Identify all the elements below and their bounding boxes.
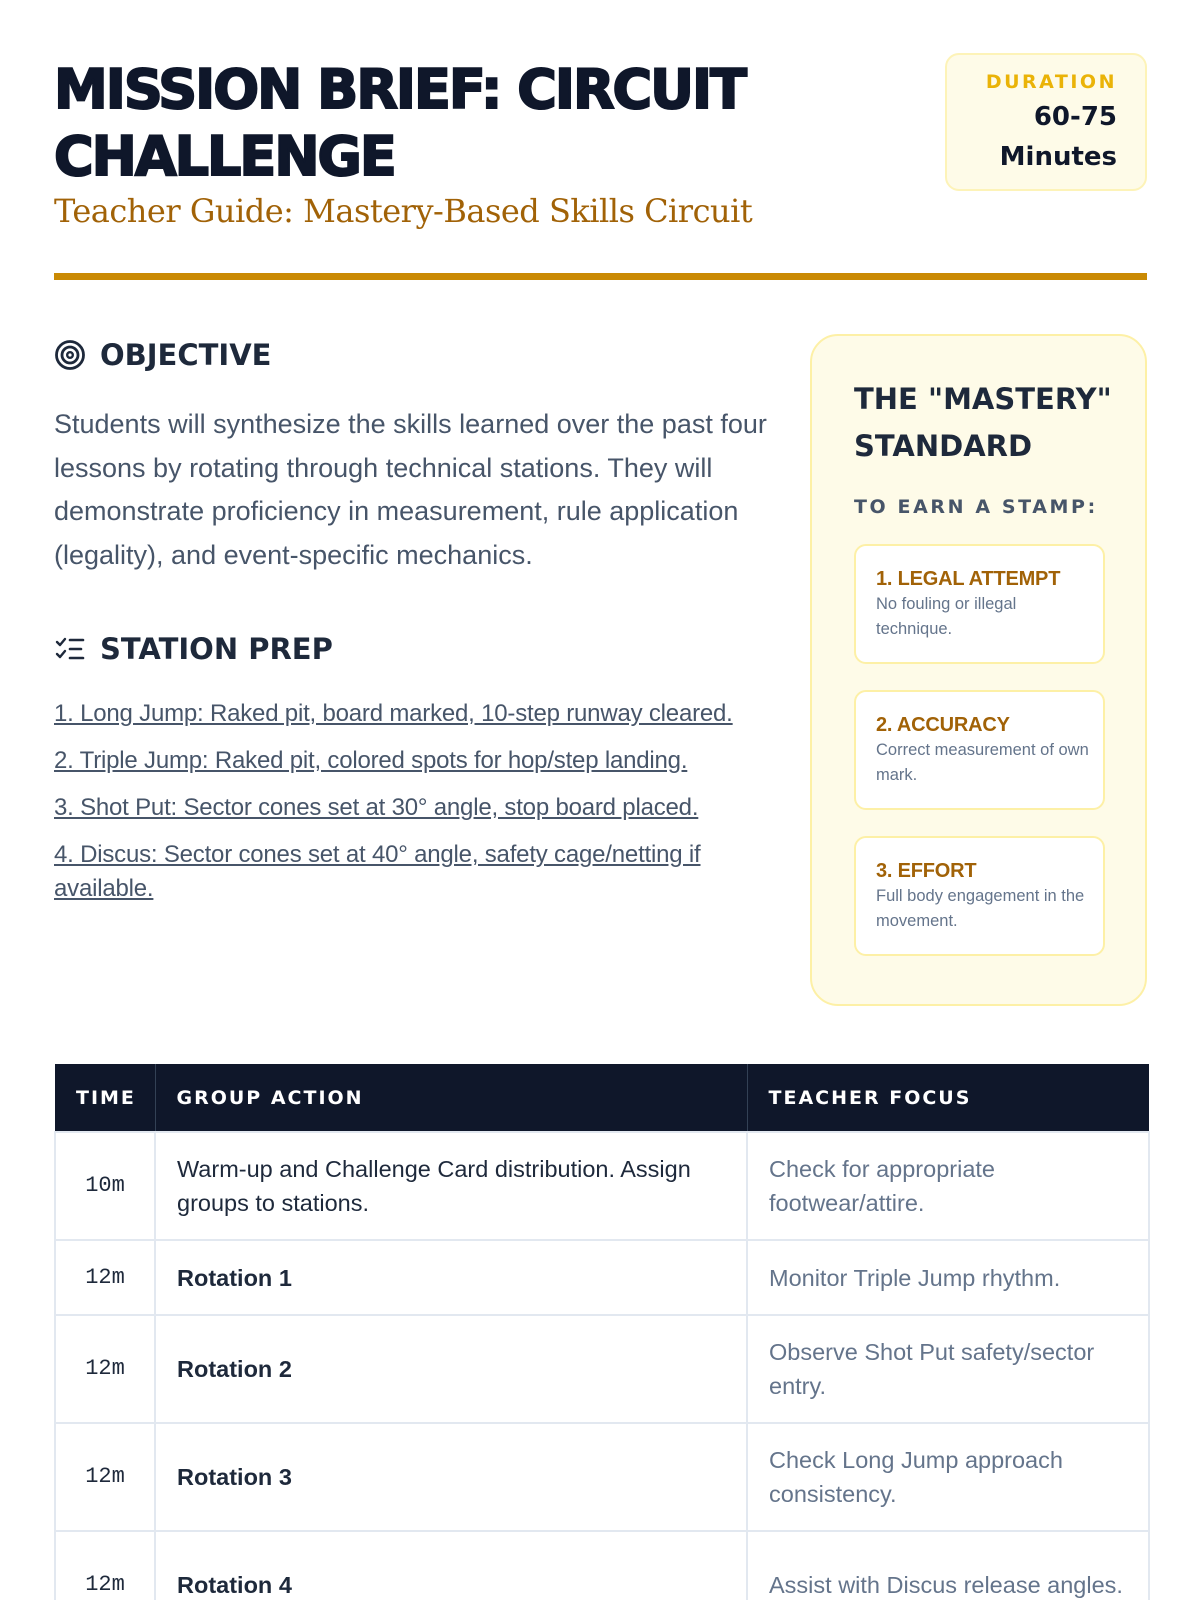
prep-item — [54, 791, 794, 825]
page-title: MISSION BRIEF: CIRCUIT CHALLENGE — [54, 58, 745, 188]
cell-time: 12m — [55, 1423, 155, 1531]
duration-label: DURATION — [985, 71, 1117, 93]
cell-time: 12m — [55, 1531, 155, 1600]
mission-brief-page — [54, 0, 1147, 1598]
cell-time: 12m — [55, 1315, 155, 1423]
station-prep-list — [54, 697, 794, 906]
duration-unit: Minutes — [999, 142, 1117, 172]
page-subtitle: Teacher Guide: Mastery-Based Skills Circuit — [54, 192, 753, 230]
column-header-teacher-focus: TEACHER FOCUS — [747, 1064, 1149, 1132]
cell-action: Rotation 4 — [155, 1531, 747, 1600]
objective-heading — [54, 335, 794, 375]
criterion-title: 3. EFFORT — [876, 860, 977, 882]
target-icon — [54, 339, 86, 371]
main-content — [54, 335, 794, 919]
criterion-description: Full body engagement in the movement. — [876, 887, 1085, 930]
criterion-description: Correct measurement of own mark. — [876, 741, 1089, 784]
objective-heading-label: OBJECTIVE — [100, 338, 272, 372]
cell-time: 12m — [55, 1240, 155, 1315]
objective-text: Students will synthesize the skills learned over the past four lessons by rotating through technical stations. They will demonstrate proficiency in measurement, rule application (legality), and event-specific mechanics. — [54, 409, 767, 570]
table-row — [55, 1315, 1149, 1423]
cell-time: 10m — [55, 1132, 155, 1240]
station-prep-heading — [54, 629, 794, 669]
cell-focus: Monitor Triple Jump rhythm. — [747, 1240, 1149, 1315]
prep-item — [54, 744, 794, 778]
prep-item-link-long-jump[interactable]: 1. Long Jump: Raked pit, board marked, 10-step runway cleared. — [54, 700, 733, 727]
criterion-card-effort — [854, 836, 1105, 956]
station-prep-heading-label: STATION PREP — [100, 632, 333, 666]
prep-item-link-shot-put[interactable]: 3. Shot Put: Sector cones set at 30° angle, stop board placed. — [54, 794, 699, 821]
criterion-card-accuracy — [854, 690, 1105, 810]
mastery-subtitle: TO EARN A STAMP: — [854, 496, 1098, 518]
schedule-table — [54, 1064, 1150, 1600]
criterion-title: 1. LEGAL ATTEMPT — [876, 568, 1061, 590]
table-header-row — [55, 1064, 1149, 1132]
criterion-title: 2. ACCURACY — [876, 714, 1010, 736]
criterion-description: No fouling or illegal technique. — [876, 595, 1017, 638]
duration-range: 60-75 — [1033, 102, 1117, 132]
cell-focus: Check for appropriate footwear/attire. — [747, 1132, 1149, 1240]
column-header-group-action: GROUP ACTION — [155, 1064, 747, 1132]
mastery-standard-panel — [810, 334, 1147, 1006]
column-header-time: TIME — [55, 1064, 155, 1132]
cell-action: Warm-up and Challenge Card distribution. Assign groups to stations. — [155, 1132, 747, 1240]
checklist-icon — [54, 633, 86, 665]
cell-action: Rotation 2 — [155, 1315, 747, 1423]
prep-item — [54, 838, 794, 906]
cell-action: Rotation 3 — [155, 1423, 747, 1531]
header-divider — [54, 273, 1147, 280]
criterion-card-legal-attempt — [854, 544, 1105, 664]
table-row — [55, 1240, 1149, 1315]
mastery-title: THE "MASTERY" STANDARD — [854, 382, 1112, 463]
cell-action: Rotation 1 — [155, 1240, 747, 1315]
header — [54, 0, 1147, 280]
prep-item-link-discus[interactable]: 4. Discus: Sector cones set at 40° angle, safety cage/netting if available. — [54, 841, 701, 902]
cell-focus: Check Long Jump approach consistency. — [747, 1423, 1149, 1531]
duration-value — [947, 97, 1117, 177]
table-row — [55, 1132, 1149, 1240]
duration-badge — [945, 53, 1147, 191]
prep-item-link-triple-jump[interactable]: 2. Triple Jump: Raked pit, colored spots for hop/step landing. — [54, 747, 688, 774]
cell-focus: Assist with Discus release angles. — [747, 1531, 1149, 1600]
cell-focus: Observe Shot Put safety/sector entry. — [747, 1315, 1149, 1423]
prep-item — [54, 697, 794, 731]
table-row — [55, 1423, 1149, 1531]
table-row — [55, 1531, 1149, 1600]
